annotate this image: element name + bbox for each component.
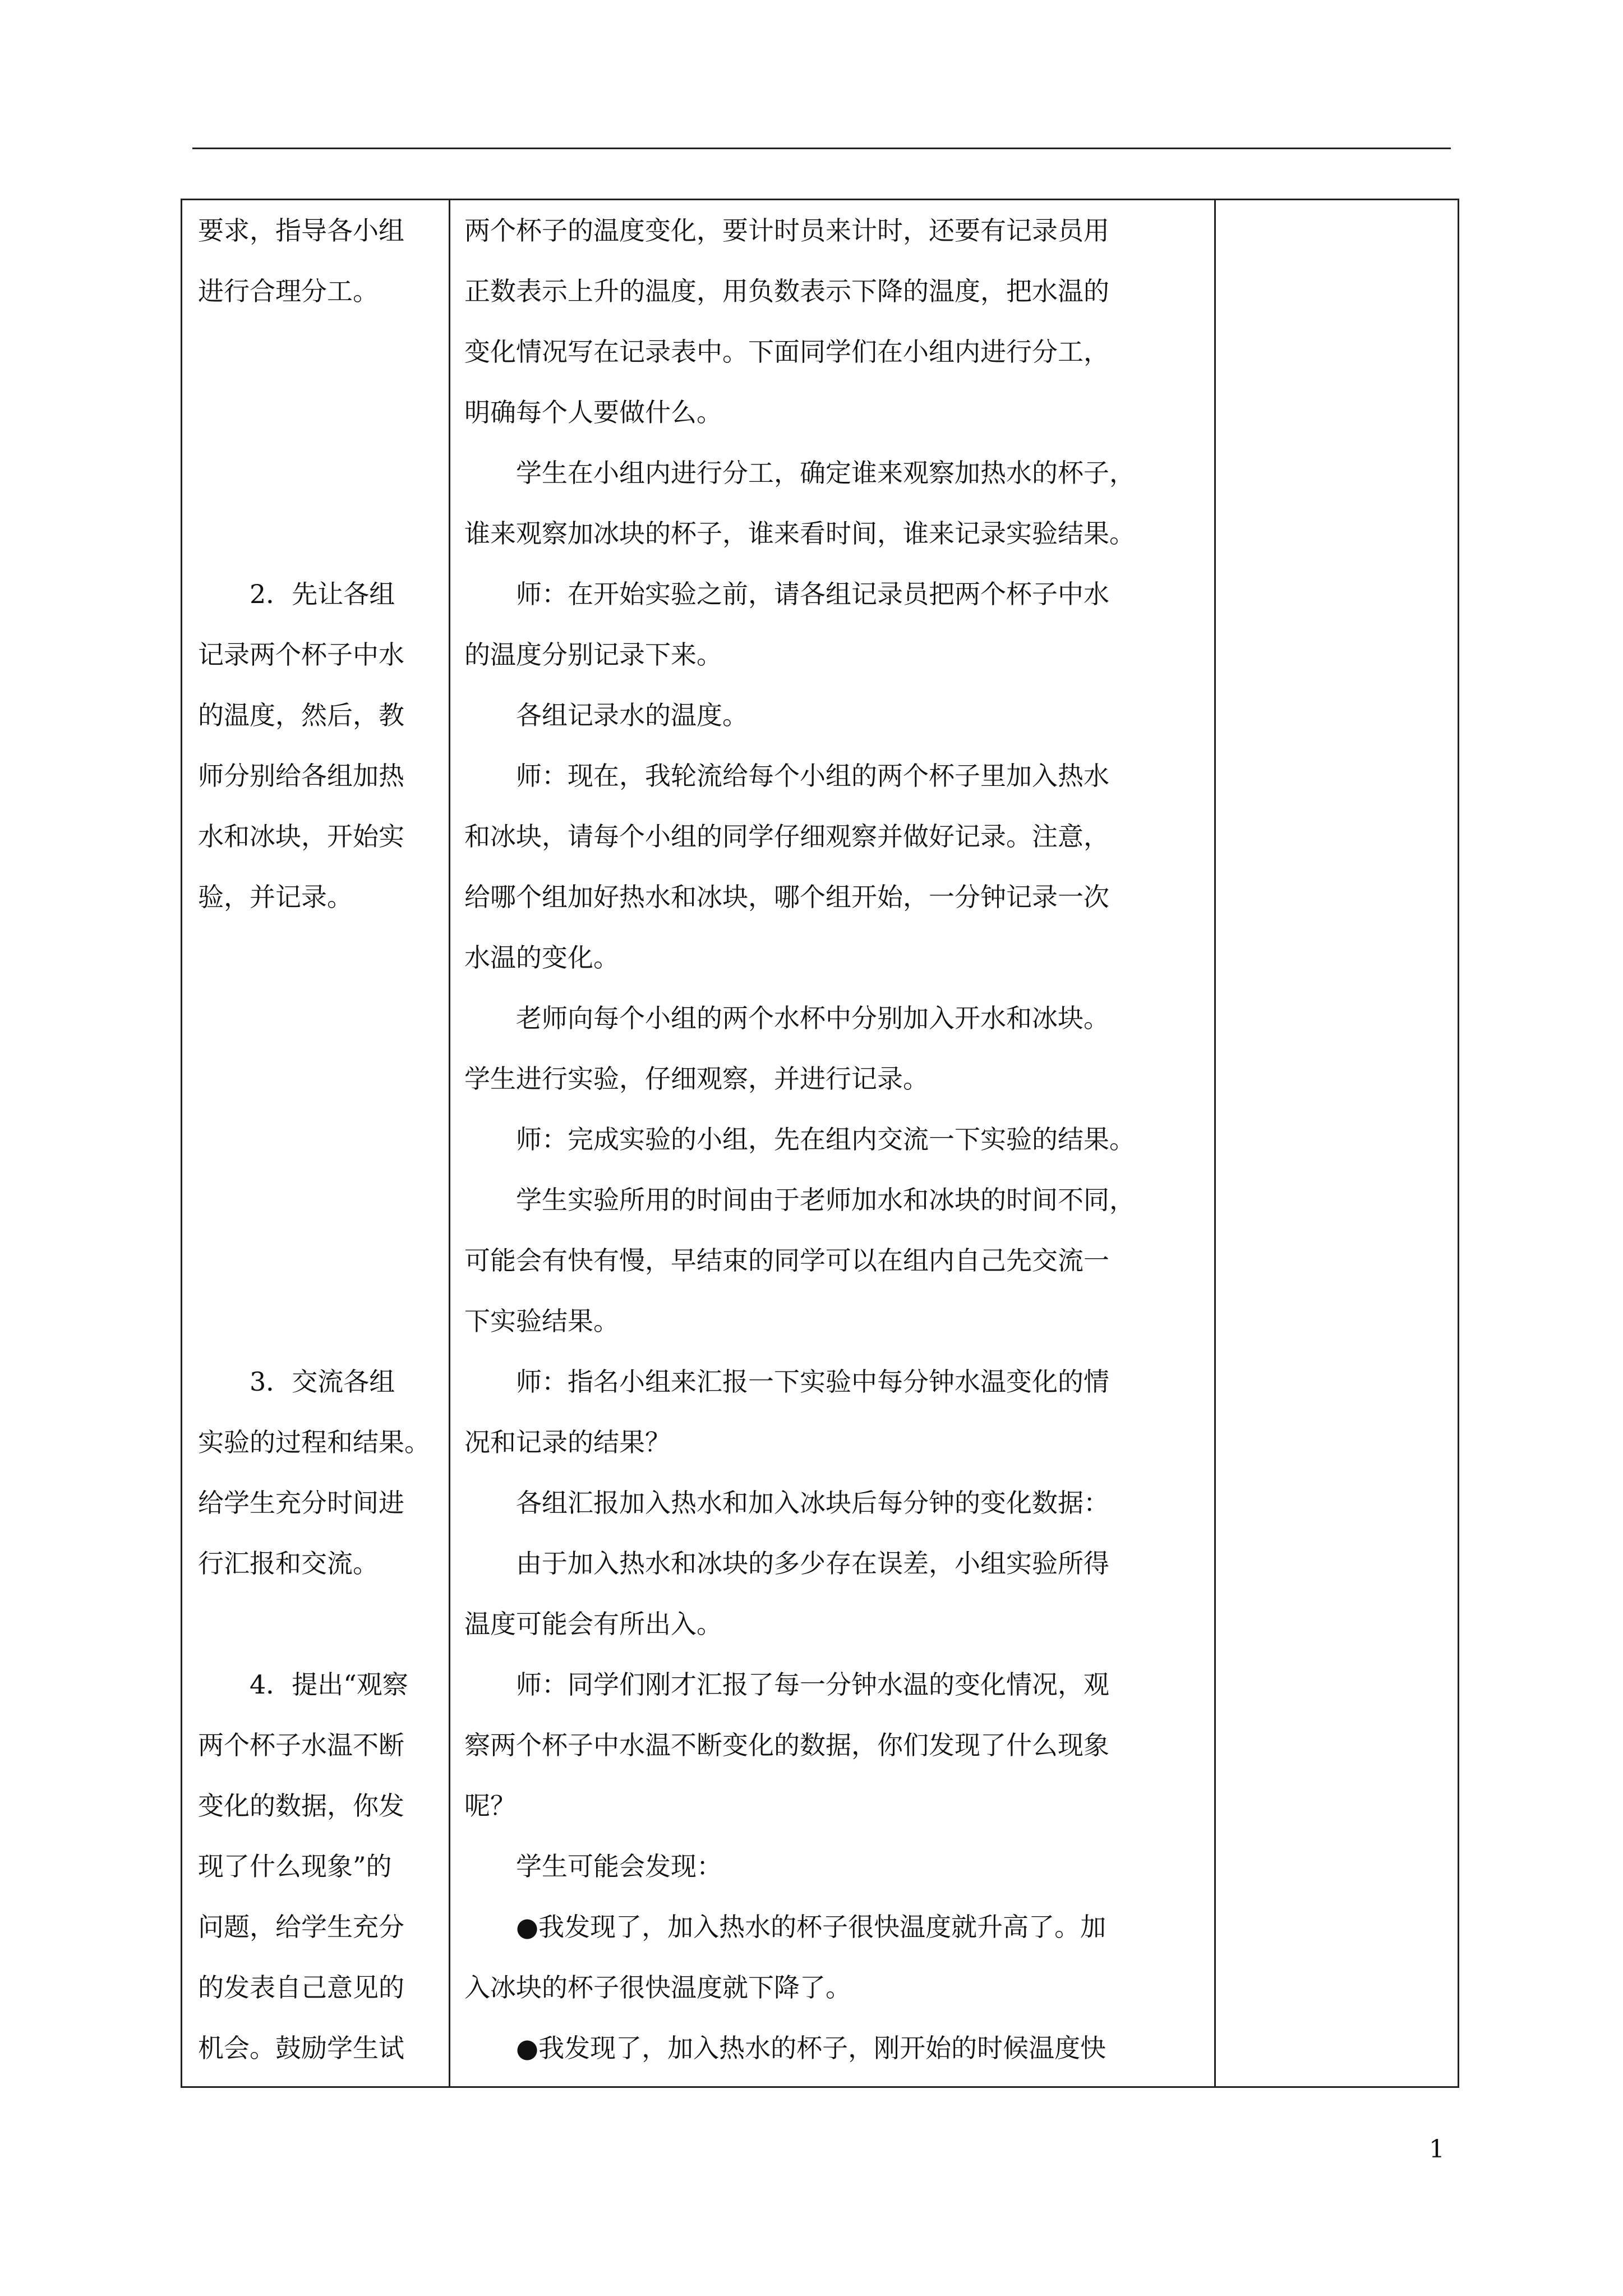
process-line: 师：完成实验的小组，先在组内交流一下实验的结果。 — [516, 1124, 1135, 1154]
process-line: 况和记录的结果？ — [464, 1427, 671, 1457]
process-line: 可能会有快有慢，早结束的同学可以在组内自己先交流一 — [464, 1245, 1109, 1276]
left-line: 记录两个杯子中水 — [198, 639, 404, 670]
teaching-process-column — [449, 200, 1216, 2086]
process-line: 呢？ — [464, 1791, 516, 1821]
left-line: 机会。鼓励学生试 — [198, 2033, 404, 2063]
left-line: 实验的过程和结果。 — [198, 1427, 430, 1457]
left-line: 行汇报和交流。 — [198, 1548, 379, 1579]
left-line: 现了什么现象”的 — [198, 1851, 392, 1881]
process-line: 学生在小组内进行分工，确定谁来观察加热水的杯子， — [516, 458, 1135, 488]
process-line: 谁来观察加冰块的杯子，谁来看时间，谁来记录实验结果。 — [464, 518, 1135, 549]
process-line: 师：在开始实验之前，请各组记录员把两个杯子中水 — [516, 579, 1109, 609]
teaching-intent-column — [182, 200, 450, 2086]
left-line: 变化的数据，你发 — [198, 1791, 404, 1821]
process-line: 师：指名小组来汇报一下实验中每分钟水温变化的情 — [516, 1366, 1109, 1397]
left-line: 的温度，然后，教 — [198, 700, 404, 730]
left-line: 3．交流各组 — [250, 1366, 395, 1397]
process-line: 的温度分别记录下来。 — [464, 639, 722, 670]
left-line: 要求，指导各小组 — [198, 215, 404, 246]
process-line: 两个杯子的温度变化，要计时员来计时，还要有记录员用 — [464, 215, 1109, 246]
left-line: 4．提出“观察 — [250, 1669, 408, 1700]
process-line: 水温的变化。 — [464, 942, 619, 973]
process-line: 温度可能会有所出入。 — [464, 1609, 722, 1639]
left-line: 2．先让各组 — [250, 579, 395, 609]
process-line: 各组汇报加入热水和加入冰块后每分钟的变化数据： — [516, 1488, 1109, 1518]
process-line: 师：现在，我轮流给每个小组的两个杯子里加入热水 — [516, 761, 1109, 791]
process-line: 各组记录水的温度。 — [516, 700, 748, 730]
process-line: 正数表示上升的温度，用负数表示下降的温度，把水温的 — [464, 276, 1109, 306]
process-line: 学生可能会发现： — [516, 1851, 722, 1881]
left-line: 给学生充分时间进 — [198, 1488, 404, 1518]
left-line: 验，并记录。 — [198, 882, 353, 912]
left-line: 师分别给各组加热 — [198, 761, 404, 791]
process-line: 老师向每个小组的两个水杯中分别加入开水和冰块。 — [516, 1003, 1109, 1033]
left-line: 进行合理分工。 — [198, 276, 379, 306]
process-line: 学生实验所用的时间由于老师加水和冰块的时间不同， — [516, 1185, 1135, 1215]
process-line: 明确每个人要做什么。 — [464, 397, 722, 427]
page-number: 1 — [1429, 2135, 1445, 2164]
process-line: ●我发现了，加入热水的杯子很快温度就升高了。加 — [516, 1912, 1106, 1942]
process-line: 给哪个组加好热水和冰块，哪个组开始，一分钟记录一次 — [464, 882, 1109, 912]
process-line: 下实验结果。 — [464, 1306, 619, 1336]
left-line: 水和冰块，开始实 — [198, 821, 404, 852]
process-line: 由于加入热水和冰块的多少存在误差，小组实验所得 — [516, 1548, 1109, 1579]
left-line: 两个杯子水温不断 — [198, 1730, 404, 1760]
left-line: 的发表自己意见的 — [198, 1972, 404, 2003]
header-rule — [192, 148, 1451, 149]
process-line: 察两个杯子中水温不断变化的数据，你们发现了什么现象 — [464, 1730, 1109, 1760]
process-line: 学生进行实验，仔细观察，并进行记录。 — [464, 1064, 929, 1094]
process-line: 和冰块，请每个小组的同学仔细观察并做好记录。注意， — [464, 821, 1109, 852]
lesson-table — [181, 199, 1459, 2088]
process-line: ●我发现了，加入热水的杯子，刚开始的时候温度快 — [516, 2033, 1106, 2063]
notes-column — [1214, 200, 1458, 2086]
process-line: 变化情况写在记录表中。下面同学们在小组内进行分工， — [464, 337, 1109, 367]
left-line: 问题，给学生充分 — [198, 1912, 404, 1942]
process-line: 师：同学们刚才汇报了每一分钟水温的变化情况，观 — [516, 1669, 1109, 1700]
process-line: 入冰块的杯子很快温度就下降了。 — [464, 1972, 851, 2003]
